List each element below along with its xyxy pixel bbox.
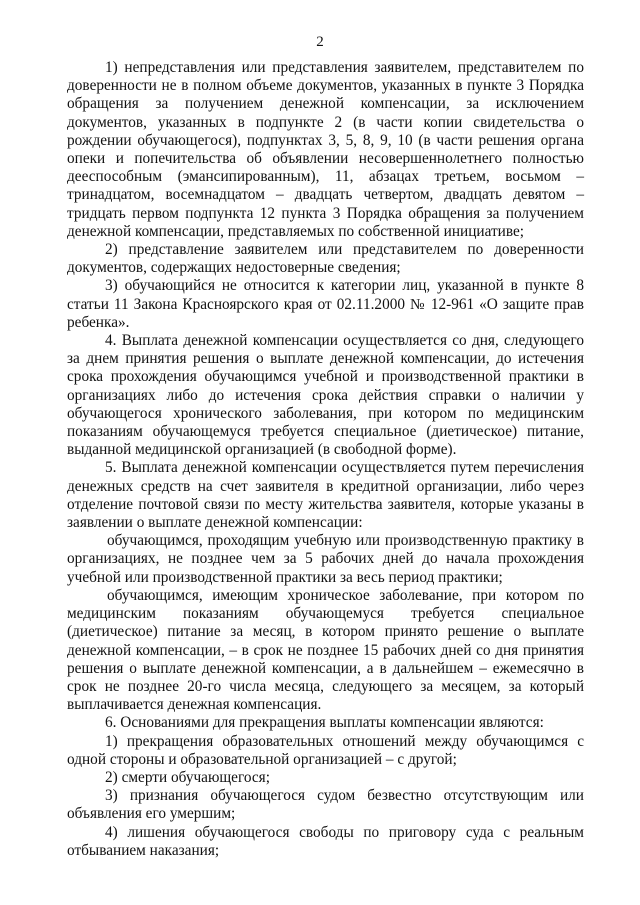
paragraph: 2) представление заявителем или представителем по доверенности документов, содержащих недостоверные сведения;	[67, 241, 584, 277]
paragraph: 6. Основаниями для прекращения выплаты компенсации являются:	[105, 714, 544, 732]
paragraph: 5. Выплата денежной компенсации осуществляется путем перечисления денежных средств на счет заявителя в кредитной организации, либо через отделение почтовой связи по месту жительства заявителя, которые указаны в заявлении о выплате денежной компенсации:	[67, 459, 584, 532]
paragraph: обучающимся, имеющим хроническое заболевание, при котором по медицинским показаниям обучающемуся требуется специальное (диетическое) питание за месяц, в котором принято решение о выплате денежной компенсации, – в срок не позднее 15 рабочих дней со дня принятия решения о выплате денежной компенсации, а в дальнейшем – ежемесячно в срок не позднее 20-го числа месяца, следующего за месяцем, за который выплачивается денежная компенсация.	[67, 586, 584, 714]
paragraph: 4) лишения обучающегося свободы по приговору суда с реальным отбыванием наказания;	[67, 823, 584, 859]
paragraph: 2) смерти обучающегося;	[105, 768, 270, 786]
paragraph: 3) признания обучающегося судом безвестно отсутствующим или объявления его умершим;	[67, 787, 584, 823]
paragraph: обучающимся, проходящим учебную или производственную практику в организациях, не позднее чем за 5 рабочих дней до начала прохождения учебной или производственной практики за весь период практики;	[67, 532, 584, 586]
paragraph: 4. Выплата денежной компенсации осуществляется со дня, следующего за днем принятия решения о выплате денежной компенсации, до истечения срока прохождения обучающимся учебной и производственной практики в организациях либо до истечения срока действия справки о наличии у обучающегося хронического заболевания, при котором по медицинским показаниям обучающемуся требуется специальное (диетическое) питание, выданной медицинской организацией (в свободной форме).	[67, 332, 584, 459]
paragraph: 1) непредставления или представления заявителем, представителем по доверенности не в полном объеме документов, указанных в пункте 3 Порядка обращения за получением денежной компенсации, за исключением документов, указанных в подпункте 2 (в части копии свидетельства о рождении обучающегося), подпунктах 3, 5, 8, 9, 10 (в части решения органа опеки и попечительства об объявлении несовершеннолетнего полностью дееспособным (эмансипированным), 11, абзацах третьем, восьмом – тринадцатом, восемнадцатом – двадцать четвертом, двадцать девятом – тридцать первом подпункта 12 пункта 3 Порядка обращения за получением денежной компенсации, представляемых по собственной инициативе;	[67, 59, 584, 240]
paragraph: 3) обучающийся не относится к категории лиц, указанной в пункте 8 статьи 11 Закона Красноярского края от 02.11.2000 № 12-961 «О защите прав ребенка».	[67, 277, 584, 331]
page-number: 2	[316, 34, 324, 50]
paragraph: 1) прекращения образовательных отношений между обучающимся с одной стороны и образовательной организацией – с другой;	[67, 732, 584, 768]
document-body	[67, 59, 584, 860]
